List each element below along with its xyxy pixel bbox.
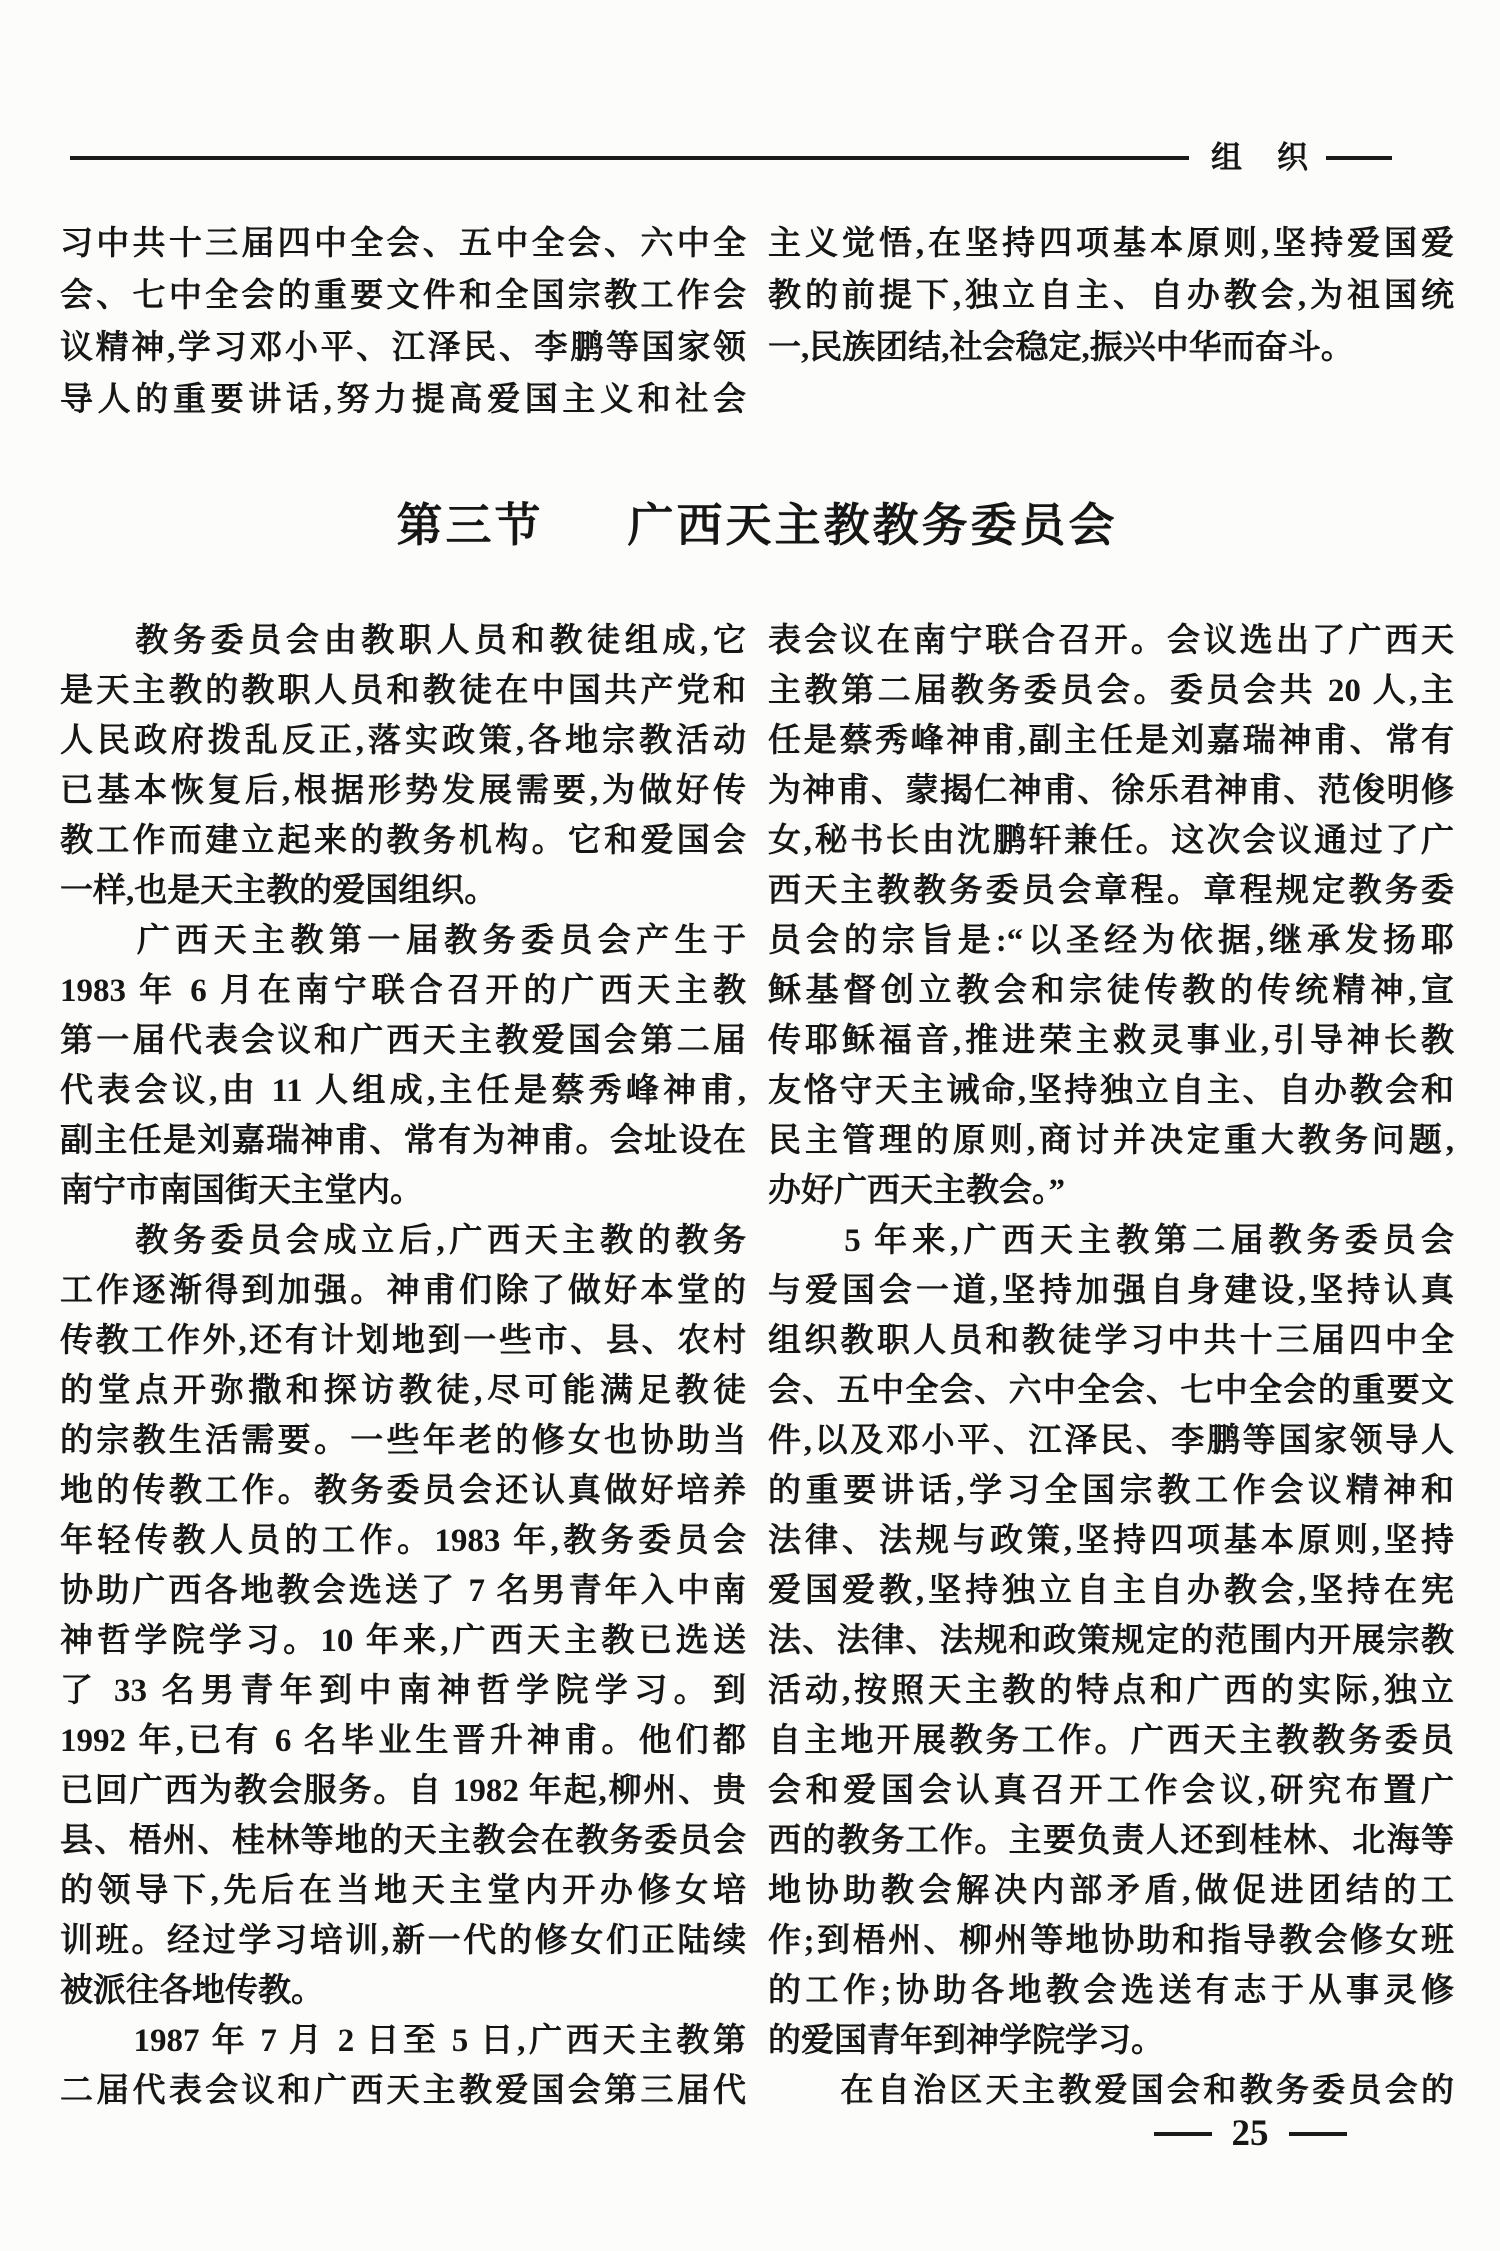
body-right-column bbox=[768, 616, 1454, 2116]
text-line: 西天主教教务委员会章程。章程规定教务委 bbox=[768, 873, 1454, 909]
text-line: 的工作;协助各地教会选送有志于从事灵修 bbox=[768, 1973, 1454, 2009]
text-line: 表会议在南宁联合召开。会议选出了广西天 bbox=[768, 623, 1454, 659]
text-line: 代表会议,由 11 人组成,主任是蔡秀峰神甫, bbox=[60, 1073, 746, 1109]
page-header-title: 组 织 bbox=[1211, 140, 1310, 175]
text-line: 了 33 名男青年到中南神哲学院学习。到 bbox=[60, 1673, 746, 1709]
text-line: 人民政府拨乱反正,落实政策,各地宗教活动 bbox=[60, 723, 746, 759]
text-line: 自主地开展教务工作。广西天主教教务委员 bbox=[768, 1723, 1454, 1759]
page-header bbox=[70, 140, 1392, 176]
text-line: 副主任是刘嘉瑞神甫、常有为神甫。会址设在 bbox=[60, 1123, 746, 1159]
text-line: 女,秘书长由沈鹏轩兼任。这次会议通过了广 bbox=[768, 823, 1454, 859]
page-footer bbox=[1100, 2112, 1400, 2156]
text-line: 县、梧州、桂林等地的天主教会在教务委员会 bbox=[60, 1823, 746, 1859]
text-line: 南宁市南国街天主堂内。 bbox=[60, 1173, 423, 1209]
text-line: 已基本恢复后,根据形势发展需要,为做好传 bbox=[60, 773, 746, 809]
text-line: 训班。经过学习培训,新一代的修女们正陆续 bbox=[60, 1923, 746, 1959]
text-line: 会和爱国会认真召开工作会议,研究布置广 bbox=[768, 1773, 1454, 1809]
text-line: 办好广西天主教会。” bbox=[768, 1173, 1065, 1209]
text-line: 法、法律、法规和政策规定的范围内开展宗教 bbox=[768, 1623, 1454, 1659]
text-line: 主教第二届教务委员会。委员会共 20 人,主 bbox=[768, 673, 1454, 709]
text-line: 年轻传教人员的工作。1983 年,教务委员会 bbox=[60, 1523, 746, 1559]
section-number: 第三节 bbox=[396, 499, 544, 551]
text-line: 民主管理的原则,商讨并决定重大教务问题, bbox=[768, 1123, 1454, 1159]
text-line: 二届代表会议和广西天主教爱国会第三届代 bbox=[60, 2073, 746, 2109]
text-line: 是天主教的教职人员和教徒在中国共产党和 bbox=[60, 673, 746, 709]
intro-right-column bbox=[768, 218, 1454, 374]
text-line: 会、七中全会的重要文件和全国宗教工作会 bbox=[60, 278, 746, 314]
text-line: 活动,按照天主教的特点和广西的实际,独立 bbox=[768, 1673, 1454, 1709]
text-line: 神哲学院学习。10 年来,广西天主教已选送 bbox=[60, 1623, 746, 1659]
text-line: 第一届代表会议和广西天主教爱国会第二届 bbox=[60, 1023, 746, 1059]
header-rule-right bbox=[1326, 156, 1392, 160]
page-dash-left bbox=[1154, 2132, 1212, 2136]
text-line: 作;到梧州、柳州等地协助和指导教会修女班 bbox=[768, 1923, 1454, 1959]
text-line: 协助广西各地教会选送了 7 名男青年入中南 bbox=[60, 1573, 746, 1609]
intro-left-column bbox=[60, 218, 746, 426]
text-line: 习中共十三届四中全会、五中全会、六中全 bbox=[60, 226, 746, 262]
text-line: 会、五中全会、六中全会、七中全会的重要文 bbox=[768, 1373, 1454, 1409]
page-number: 25 bbox=[1231, 2113, 1269, 2154]
text-line: 为神甫、蒙揭仁神甫、徐乐君神甫、范俊明修 bbox=[768, 773, 1454, 809]
text-line: 传耶稣福音,推进荣主救灵事业,引导神长教 bbox=[768, 1023, 1454, 1059]
text-line: 的重要讲话,学习全国宗教工作会议精神和 bbox=[768, 1473, 1454, 1509]
text-line: 地协助教会解决内部矛盾,做促进团结的工 bbox=[768, 1873, 1454, 1909]
text-line: 教的前提下,独立自主、自办教会,为祖国统 bbox=[768, 278, 1454, 314]
text-line: 教工作而建立起来的教务机构。它和爱国会 bbox=[60, 823, 746, 859]
page-dash-right bbox=[1289, 2132, 1347, 2136]
text-line: 教务委员会成立后,广西天主教的教务 bbox=[60, 1223, 746, 1259]
text-line: 西的教务工作。主要负责人还到桂林、北海等 bbox=[768, 1823, 1454, 1859]
text-line: 1983 年 6 月在南宁联合召开的广西天主教 bbox=[60, 973, 746, 1009]
text-line: 工作逐渐得到加强。神甫们除了做好本堂的 bbox=[60, 1273, 746, 1309]
text-line: 员会的宗旨是:“以圣经为依据,继承发扬耶 bbox=[768, 923, 1454, 959]
text-line: 爱国爱教,坚持独立自主自办教会,坚持在宪 bbox=[768, 1573, 1454, 1609]
text-line: 传教工作外,还有计划地到一些市、县、农村 bbox=[60, 1323, 746, 1359]
text-line: 的领导下,先后在当地天主堂内开办修女培 bbox=[60, 1873, 746, 1909]
text-line: 友恪守天主诫命,坚持独立自主、自办教会和 bbox=[768, 1073, 1454, 1109]
text-line: 5 年来,广西天主教第二届教务委员会 bbox=[768, 1223, 1454, 1259]
body-left-column bbox=[60, 616, 746, 2116]
text-line: 已回广西为教会服务。自 1982 年起,柳州、贵 bbox=[60, 1773, 746, 1809]
text-line: 与爱国会一道,坚持加强自身建设,坚持认真 bbox=[768, 1273, 1454, 1309]
text-line: 的宗教生活需要。一些年老的修女也协助当 bbox=[60, 1423, 746, 1459]
text-line: 在自治区天主教爱国会和教务委员会的 bbox=[768, 2073, 1454, 2109]
text-line: 法律、法规与政策,坚持四项基本原则,坚持 bbox=[768, 1523, 1454, 1559]
text-line: 稣基督创立教会和宗徒传教的传统精神,宣 bbox=[768, 973, 1454, 1009]
text-line: 一,民族团结,社会稳定,振兴中华而奋斗。 bbox=[768, 330, 1354, 366]
text-line: 广西天主教第一届教务委员会产生于 bbox=[60, 923, 746, 959]
text-line: 组织教职人员和教徒学习中共十三届四中全 bbox=[768, 1323, 1454, 1359]
text-line: 被派往各地传教。 bbox=[60, 1973, 324, 2009]
text-line: 1992 年,已有 6 名毕业生晋升神甫。他们都 bbox=[60, 1723, 746, 1759]
header-rule-left bbox=[70, 156, 1189, 160]
text-line: 1987 年 7 月 2 日至 5 日,广西天主教第 bbox=[60, 2023, 746, 2059]
text-line: 地的传教工作。教务委员会还认真做好培养 bbox=[60, 1473, 746, 1509]
text-line: 主义觉悟,在坚持四项基本原则,坚持爱国爱 bbox=[768, 226, 1454, 262]
section-title: 广西天主教教务委员会 bbox=[627, 499, 1118, 551]
text-line: 一样,也是天主教的爱国组织。 bbox=[60, 873, 498, 909]
text-line: 导人的重要讲话,努力提高爱国主义和社会 bbox=[60, 382, 746, 418]
text-line: 教务委员会由教职人员和教徒组成,它 bbox=[60, 623, 746, 659]
text-line: 议精神,学习邓小平、江泽民、李鹏等国家领 bbox=[60, 330, 746, 366]
section-heading bbox=[60, 494, 1454, 556]
text-line: 的堂点开弥撒和探访教徒,尽可能满足教徒 bbox=[60, 1373, 746, 1409]
text-line: 件,以及邓小平、江泽民、李鹏等国家领导人 bbox=[768, 1423, 1454, 1459]
text-line: 的爱国青年到神学院学习。 bbox=[768, 2023, 1164, 2059]
text-line: 任是蔡秀峰神甫,副主任是刘嘉瑞神甫、常有 bbox=[768, 723, 1454, 759]
